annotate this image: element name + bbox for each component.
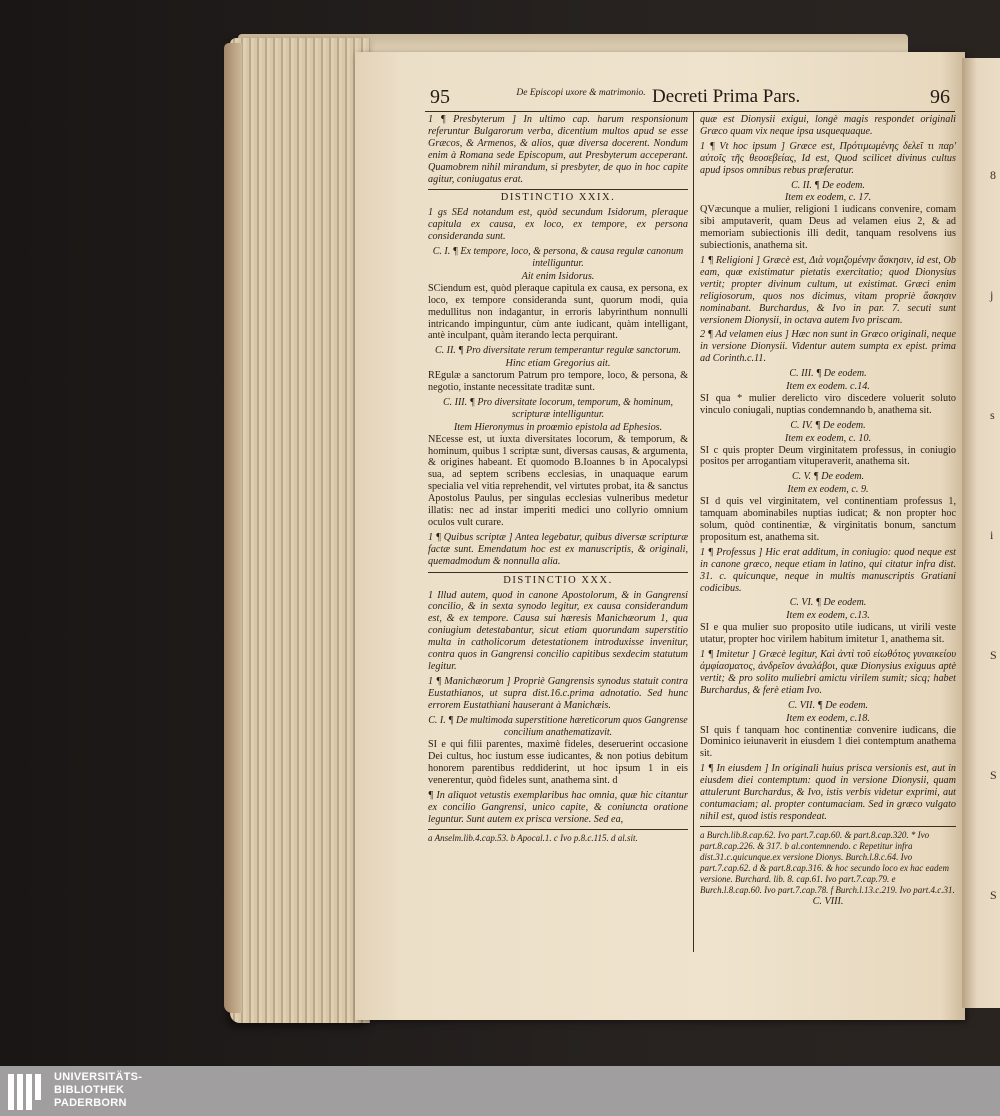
chapter-heading: C. IV. ¶ De eodem. [790,419,866,431]
chapter-heading: C. VI. ¶ De eodem. [789,597,867,609]
chapter-heading: C. III. ¶ Pro diversitate locorum, temporum, & hominum, scripturæ intelliguntur. [442,396,674,420]
chapter-heading: C. V. ¶ De eodem. [792,471,864,483]
text-paragraph: REgulæ a sanctorum Patrum pro tempore, loco, & persona, & negotio, instante necessitate traditæ sunt. [428,370,688,394]
facing-page-fragment: S [990,888,997,902]
annotation-paragraph: quæ est Dionysii exigui, longè magis respondet originali Græco quam vix neque ipsa usquequaque. [700,114,956,137]
facing-page-fragment: S [990,768,997,782]
annotation-paragraph: 1 gs SEd notandum est, quòd secundum Isidorum, pleraque capitula ex causa, ex loco, ex tempore, ex persona consideranda sunt. [428,207,688,243]
text-paragraph: QVæcunque a mulier, religioni 1 iudicans convenire, comam sibi amputaverit, quam Deus ad velamen eius 2, & ad memoriam subiectionis illi dedit, tanquam resolvens ius subiectionis, anathema sit. [700,204,956,252]
text-paragraph: SI c quis propter Deum virginitatem professus, in coniugio positos per arrogantiam vituperaverit, anathema sit. [700,444,956,468]
footnotes: a Burch.lib.8.cap.62. Ivo part.7.cap.60. & part.8.cap.320. * Ivo part.8.cap.226. & 317. b al.contemnendo. c Repetitur infra dist.31.c.quicunque.ex versione Dionys. Burch.l.8.c.64. Ivo part.7.cap.62. d & part.8.cap.316. & hoc secundo loco ex hac eadem versione. Burchard. lib. 8. cap.61. Ivo part.7.cap.79. e Burch.l.8.cap.60. Ivo part.7.cap.78. f Burch.l.13.c.219. Ivo part.4.c.31. [700,829,955,895]
source-line: Ait enim Isidorus. [521,270,595,282]
annotation-paragraph: 2 ¶ Ad velamen eius ] Hæc non sunt in Græco originali, neque in versione Dionysii. Videntur autem sumpta ex epist. prima ad Corinth.c.11. [700,329,956,365]
book-page-block [230,38,370,1023]
page-number-left: 95 [430,86,450,108]
chapter-heading: C. II. ¶ Pro diversitate rerum temperantur regulæ sanctorum. [434,345,682,357]
text-paragraph: SI d quis vel virginitatem, vel continentiam professus 1, tamquam abominabiles nuptias iudicat; & non propter hoc solum, quòd continentiæ, & virginitatis bonum, sanctum propositum est, anathema sit. [700,496,956,543]
column-divider [693,112,694,952]
chapter-heading: C. II. ¶ De eodem. [791,179,865,191]
annotation-paragraph: ¶ In aliquot vetustis exemplaribus hac omnia, quæ hic citantur ex concilio Gangrensi, unico capite, & coniuncta oratione leguntur. Sunt autem ex prisca versione. Sed ea, [428,790,688,825]
chapter-heading: C. I. ¶ Ex tempore, loco, & persona, & causa regulæ canonum intelliguntur. [432,246,684,269]
facing-page-fragment: S [990,648,997,662]
source-line: Item ex eodem, c. 17. [784,192,872,204]
distinctio-heading: DISTINCTIO XXIX. [428,189,688,204]
text-paragraph: SI e qua mulier suo proposito utile iudicans, ut virili veste utatur, propter hoc virilem habitum imitetur 1, anathema sit. [700,622,956,646]
running-head-right: Decreti Prima Pars. [652,86,801,107]
left-text-column [428,114,688,844]
header-rule [425,111,955,112]
source-line: Item ex eodem. c.14. [786,381,870,393]
source-line: Item ex eodem, c.13. [786,610,870,622]
text-paragraph: SI quis f tanquam hoc continentiæ convenire iudicans, die Dominico ieiunaverit in eiusdem 1 diei contemptum anathema sit. [700,724,956,760]
facing-page-fragment: s [990,408,995,422]
facing-page-fragment: i [990,528,994,542]
facing-page-fragment: j [990,288,994,302]
footnote-rule [428,829,688,830]
text-paragraph: SI qua * mulier derelicto viro discedere voluerit soluto vinculo coniugali, nuptias condemnando b, anathema sit. [700,392,956,416]
text-paragraph: NEcesse est, ut iuxta diversitates locorum, & temporum, & hominum, quibus 1 scriptæ sunt, diversas causas, & argumenta, & origines habeant. Et quomodo B.Ioannes b in Apocalypsi sua, ad septem scribens ecclesias, in unaquaque earum specialia vel vitia reprehendit, vel virtutes probat, ita & sanctus Apostolus Paulus, per singulas ecclesias vulneribus medetur illatis: nec ad instar imperiti medici uno collyrio omnium oculos vult curare. [428,433,688,528]
source-line: C. VIII. [812,895,844,907]
text-paragraph: SCiendum est, quòd pleraque capitula ex causa, ex persona, ex loco, ex tempore consideranda sunt, quorum modi, quia medullitus non indagantur, in erroris labyrinthum nonnulli intricando impinguntur, cùm ante iudicant, quàm intelligant, antè inculpant, quàm iterando lecta perquirant. [428,282,688,342]
library-logo-icon [8,1074,46,1110]
annotation-paragraph: 1 ¶ Imitetur ] Græcè legitur, Καὶ ἀντὶ τοῦ εἰωθότος γυναικείου ἀμφίασματος, ἀνδρεῖον ἀναλάβοι, quæ Dionysius exiguus aptè vertit; & pro solito muliebri amictu virilem sumit; sicq; habet Burchardus, & ferè etiam Ivo. [700,649,956,696]
footnote-rule [700,826,956,827]
right-text-column [700,114,956,908]
library-footer [0,1066,1000,1116]
annotation-paragraph: 1 Illud autem, quod in canone Apostolorum, & in Gangrensi concilio, & in sexta synodo legitur, ex causa considerandum est, & ex tempore. Causa sui hæresis Manichæorum 1, qua coniugium detestabantur, sicut etiam quorundam superstitio multa in catholicorum detestationem introduxisse invenitur, contra quos in Gangrensi concilio capitibus sexdecim statutum legitur. [428,589,688,672]
source-line: Item ex eodem, c. 9. [787,484,869,496]
source-line: Item ex eodem, c. 10. [784,432,872,444]
source-line: Item ex eodem, c.18. [786,712,870,724]
annotation-paragraph: 1 ¶ In eiusdem ] In originali huius prisca versionis est, aut in eiusdem diei contemptum: quod in versione Dionysii, quam attulerunt Burchardus, & Ivo, istis verbis videtur exprimi, aut contumaciam; al. propter contumaciam. Sed in græco vulgato nihil est, quod istis respondeat. [700,763,956,822]
footnotes: a Anselm.lib.4.cap.53. b Apocal.1. c Ivo p.8.c.115. d al.sit. [428,832,638,843]
annotation-paragraph: 1 ¶ Vt hoc ipsum ] Græce est, Πρότιμωμένης δελεῖ τι παρ' αὐτοῖς τῆς θεοσεβείας, Id est, Quod scilicet divinus cultus apud ipsos omnibus rebus præferatur. [700,140,956,176]
logo-line-2: BIBLIOTHEK [54,1084,125,1096]
facing-page-edge [962,58,1000,1008]
facing-page-fragment: 8 [990,168,996,182]
page-number-right: 96 [930,86,950,108]
logo-line-1: UNIVERSITÄTS- [54,1071,143,1083]
source-line: Item Hieronymus in proœmio epistola ad Ephesios. [453,421,663,433]
text-paragraph: SI e qui filii parentes, maximè fideles, deseruerint occasione Dei cultus, hoc iustum esse iudicantes, & non potius debitum honorem parentibus reddiderint, ut hoc ipsum 1 in eis venerentur, quòd fideles sunt, anathema sint. d [428,739,688,787]
annotation-paragraph: 1 ¶ Religioni ] Græcè est, Διὰ νομιζομένην ἄσκησιν, id est, Ob eam, quæ existimatur pietatis exercitatio; quod Dionysius vertit; propter divinum cultum, ut existimat. Græci enim religiosorum, quos nos dicimus, vitam propriè ἄσκησιν nominabant. Burchardus, & Ivo in par. 7. secuti sunt versionem Dionysii, in octava autem Ivo priscam. [700,254,956,326]
chapter-heading: C. I. ¶ De multimoda superstitione hæreticorum quos Gangrense concilium anathematizavit. [428,714,688,738]
logo-line-3: PADERBORN [54,1097,127,1109]
distinctio-heading: DISTINCTIO XXX. [428,572,688,587]
running-head-left: De Episcopi uxore & matrimonio. [516,88,646,98]
annotation-paragraph: 1 ¶ Quibus scriptæ ] Antea legebatur, quibus diversæ scripturæ factæ sunt. Emendatum hoc est ex manuscriptis, & originali, quemadmodum & nonnulla alia. [428,531,688,567]
chapter-heading: C. III. ¶ De eodem. [789,368,867,380]
chapter-heading: C. VII. ¶ De eodem. [788,699,868,711]
annotation-paragraph: 1 ¶ Presbyterum ] In ultimo cap. harum responsionum referuntur Bulgarorum verba, dicentium multos apud se esse Græcos, & Armenos, & alios, quæ diversa docerent. Nondum enim à Romana sede Episcopum, aut Presbyterum acceperant. Quamobrem nihil mirandum, si presbyter, de quo in hoc capite agitur, coniugatus erat. [428,114,688,185]
source-line: Hinc etiam Gregorius ait. [505,358,611,370]
library-logo-text [54,1071,142,1110]
annotation-paragraph: 1 ¶ Manichæorum ] Propriè Gangrensis synodus statuit contra Eustathianos, ut supra dist.16.c.prima adnotatio. Sed hunc errorem Eustathiani hauserant à Manichæis. [428,675,688,711]
annotation-paragraph: 1 ¶ Professus ] Hic erat additum, in coniugio: quod neque est in canone græco, neque etiam in latino, qui citatur infra dist. 31. c. quicunque, neque in multis manuscriptis Gratiani codicibus. [700,546,956,594]
